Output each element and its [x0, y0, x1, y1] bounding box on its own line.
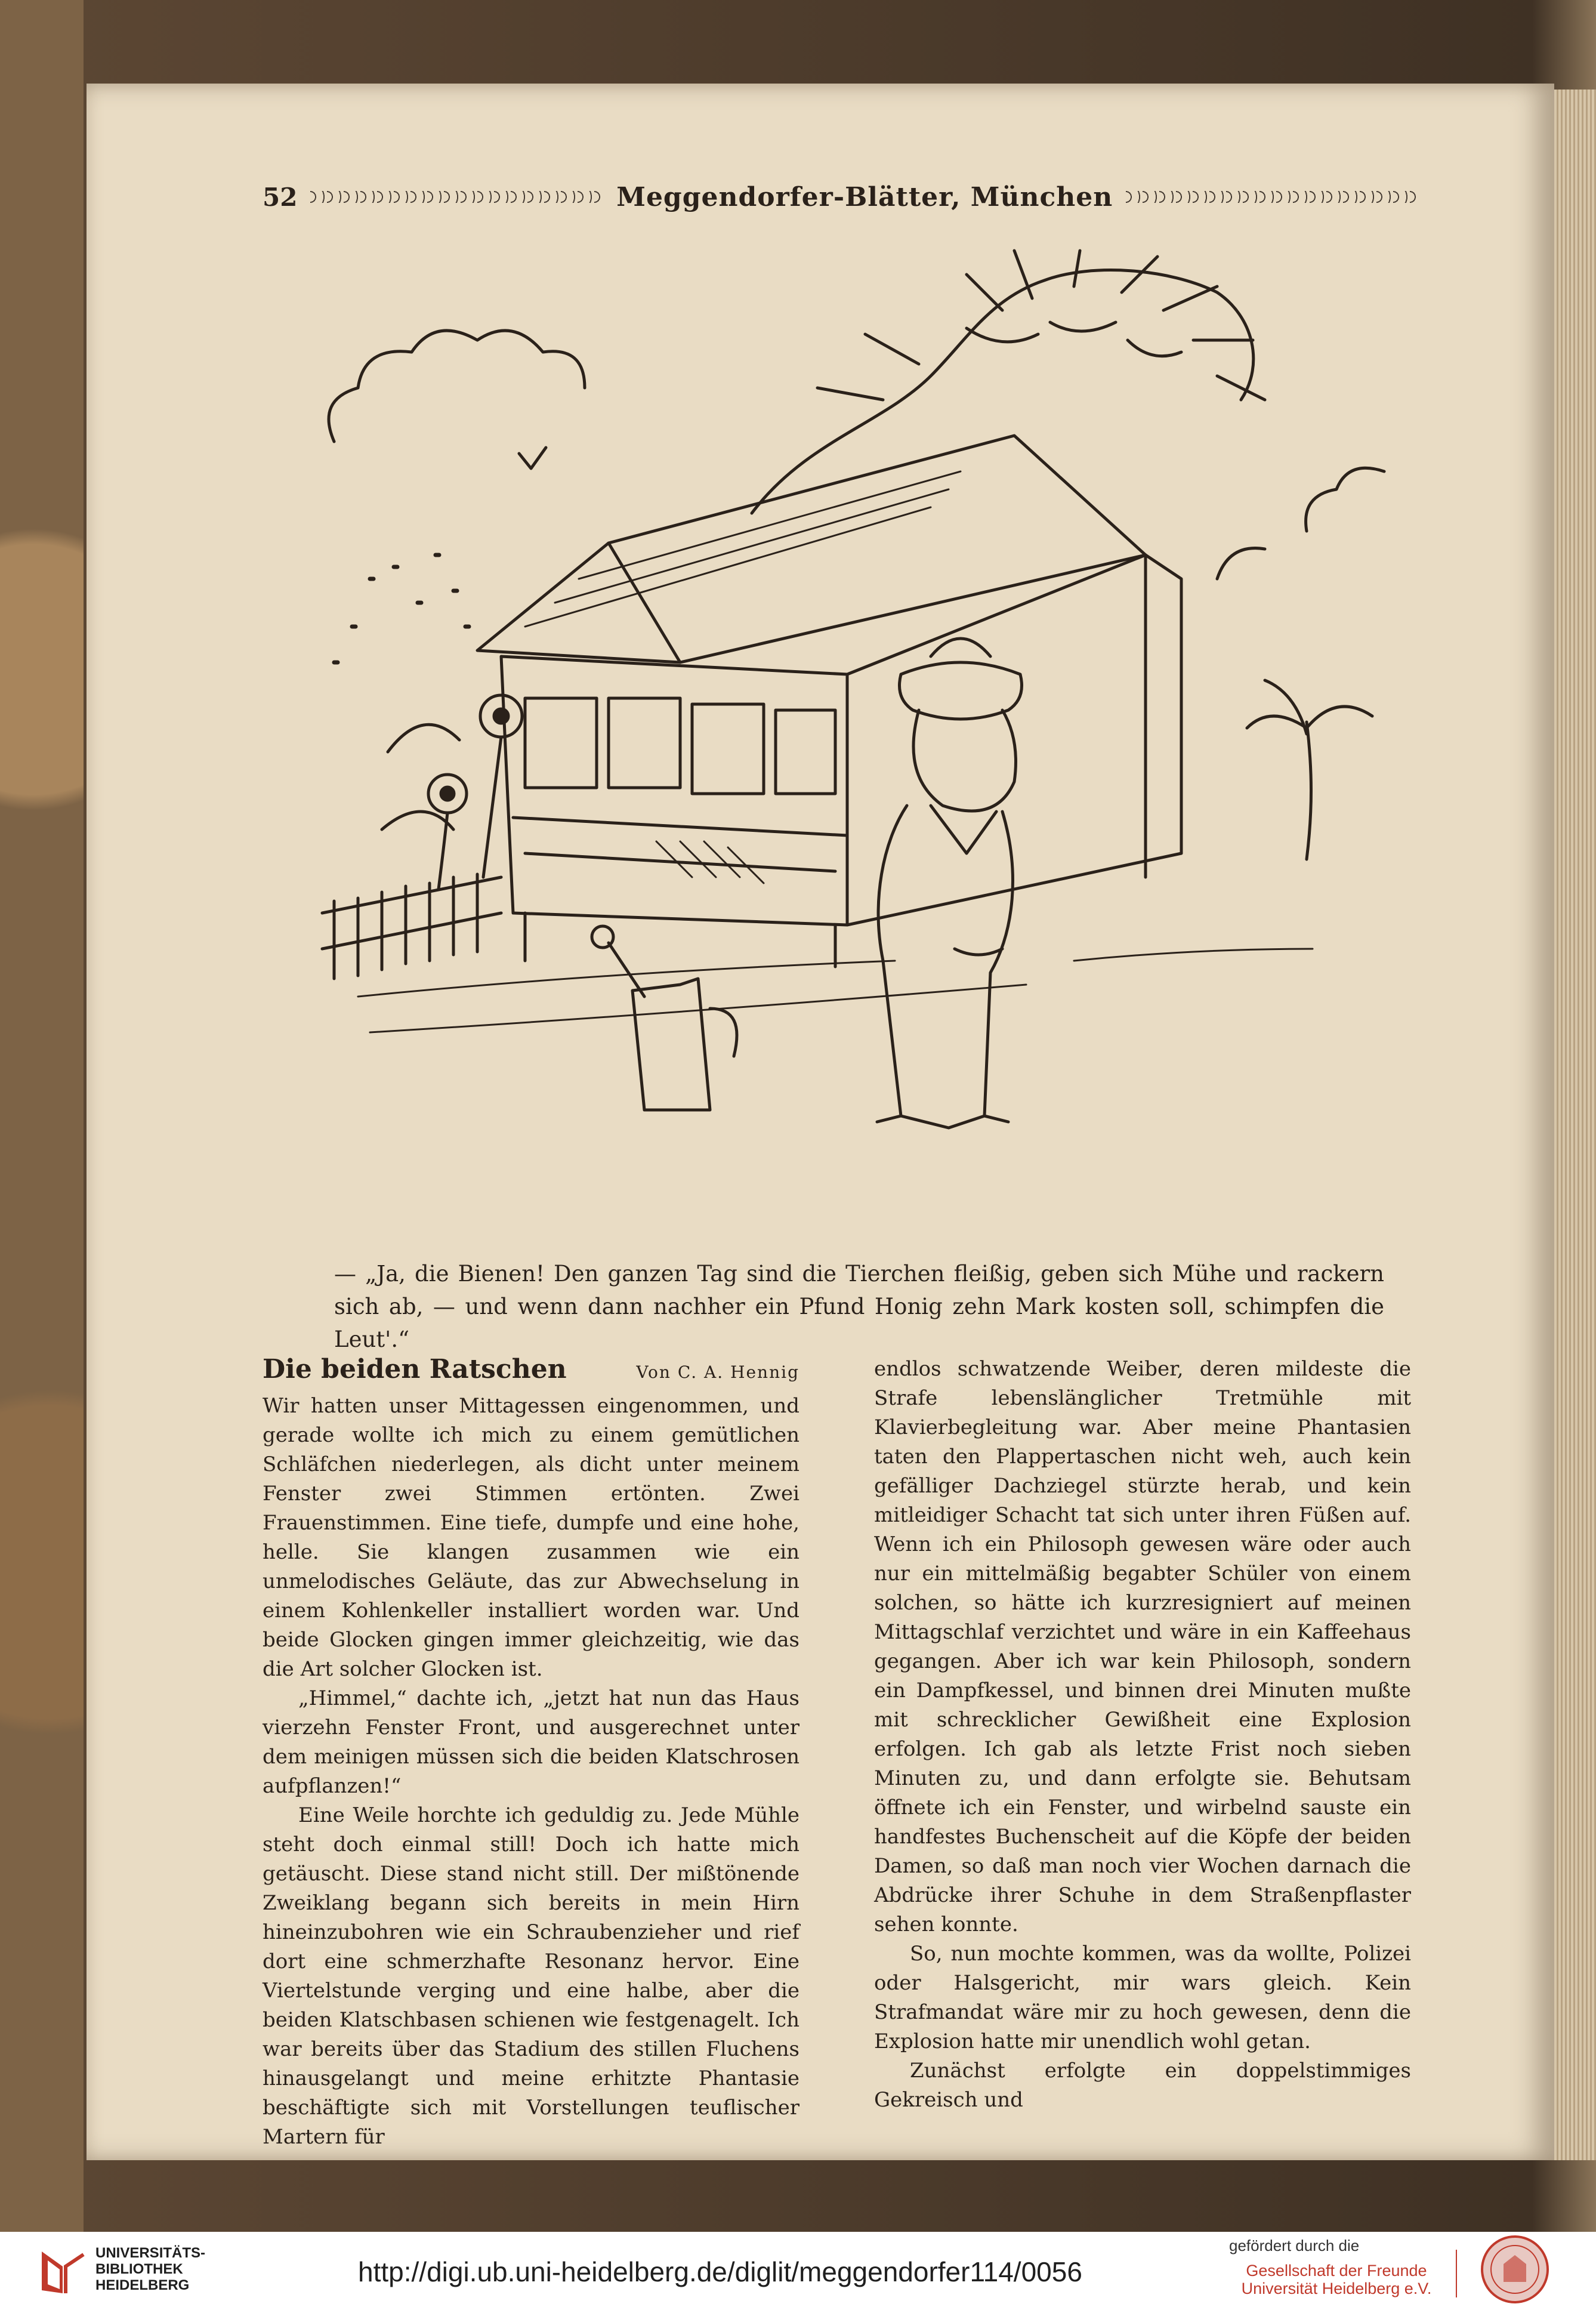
page-edges — [1554, 90, 1596, 2160]
library-logo-icon — [36, 2243, 89, 2296]
page-number: 52 — [263, 182, 298, 212]
article-column-left — [263, 1355, 799, 2152]
paragraph: So, nun mochte kommen, was da wollte, Polizei oder Halsgericht, mir wars gleich. Kein Strafmandat wäre mir zu hoch gewesen, denn die Explosion hatte mir unendlich wohl getan. — [874, 1942, 1411, 2053]
paragraph: Zunächst erfolgte ein doppelstimmiges Gekreisch und — [874, 2059, 1411, 2112]
footer-divider — [1456, 2250, 1457, 2297]
library-name-line: BIBLIOTHEK — [95, 2261, 183, 2277]
permalink-url[interactable]: http://digi.ub.uni-heidelberg.de/diglit/meggendorfer114/0056 — [358, 2256, 1082, 2287]
marbled-cover-board — [0, 0, 84, 2232]
article-title: Die beiden Ratschen — [263, 1354, 567, 1384]
beekeeper-illustration — [298, 245, 1408, 1176]
article-column-right — [874, 1355, 1411, 2115]
society-name-line: Gesellschaft der Freunde — [1246, 2262, 1427, 2280]
ornament-right — [1126, 191, 1419, 203]
university-seal-icon — [1480, 2234, 1550, 2305]
ornament-left — [310, 191, 603, 203]
paragraph: Wir hatten unser Mittagessen eingenommen, und gerade wollte ich mich zu einem gemütlichen Schläfchen niederlegen, als dicht unter meinem Fenster zwei Stimmen ertönten. Zwei Frauenstimmen. Eine tiefe, dumpfe und eine hohe, helle. Sie klangen zusammen wie ein unmelodisches Geläute, das zur Abwechselung in einem Kohlenkeller installiert worden war. Und beide Glocken gingen immer gleichzeitig, wie das die Art solcher Glocken ist. — [263, 1394, 799, 1681]
sponsor-line: gefördert durch die — [1229, 2237, 1360, 2254]
library-name — [95, 2245, 205, 2293]
paragraph: Eine Weile horchte ich geduldig zu. Jede Mühle steht doch einmal still! Doch ich hatte mich getäuscht. Diese stand nicht still. Der mißtönende Zweiklang begann sich bereits in mein Hirn hineinzubohren wie ein Schraubenzieher und rief dort eine schmerzhafte Resonanz hervor. Eine Viertelstunde verging und eine halbe, aber die beiden Klatschbasen schienen wie festgenagelt. Ich war bereits über das Stadium des stillen Fluchens hinausgelangt und meine erhitzte Phantasie beschäftigte sich mit Vorstellungen teuflischer Martern für — [263, 1803, 799, 2149]
library-name-line: UNIVERSITÄTS- — [95, 2245, 206, 2261]
library-name-line: HEIDELBERG — [95, 2277, 190, 2293]
society-name-line: Universität Heidelberg e.V. — [1241, 2280, 1432, 2297]
society-name — [1229, 2262, 1444, 2297]
paragraph: „Himmel,“ dachte ich, „jetzt hat nun das Haus vierzehn Fenster Front, und ausgerechnet unter dem meinigen müssen sich die beiden Klatschrosen aufpflanzen!“ — [263, 1686, 799, 1798]
article-byline: Von C. A. Hennig — [636, 1362, 799, 1382]
digitization-footer — [0, 2232, 1596, 2307]
paragraph: endlos schwatzende Weiber, deren mildeste die Strafe lebenslänglicher Tretmühle mit Klavierbegleitung war. Aber meine Phantasien taten den Plappertaschen nicht weh, auch kein gefälliger Dachziegel stürzte herab, und kein mitleidiger Schacht tat sich unter ihren Füßen auf. Wenn ich ein Philosoph gewesen wäre oder auch nur ein mittelmäßig begabter Schüler von einem solchen, so hätte ich kurzresigniert auf meinen Mittagschlaf verzichtet und wäre in ein Kaffeehaus gegangen. Aber ich war kein Philosoph, sondern ein Dampfkessel, und binnen drei Minuten mußte mit schrecklicher Gewißheit eine Explosion erfolgen. Ich gab als letzte Frist noch sieben Minuten zu, und dann erfolgte sie. Behutsam öffnete ich ein Fenster, und wirbelnd sauste ein handfestes Buchenscheit auf die Köpfe der beiden Damen, so daß man noch vier Wochen darnach die Abdrücke ihrer Schuhe in dem Straßenpflaster sehen konnte. — [874, 1357, 1411, 1936]
magazine-title: Meggendorfer-Blätter, München — [616, 181, 1113, 212]
running-head — [263, 173, 1432, 221]
illustration-caption: — „Ja, die Bienen! Den ganzen Tag sind die Tierchen fleißig, geben sich Mühe und rackern sich ab, — und wenn dann nachher ein Pfund Honig zehn Mark kosten soll, schimpfen die Leut'.“ — [334, 1261, 1384, 1352]
article-heading — [263, 1355, 799, 1387]
